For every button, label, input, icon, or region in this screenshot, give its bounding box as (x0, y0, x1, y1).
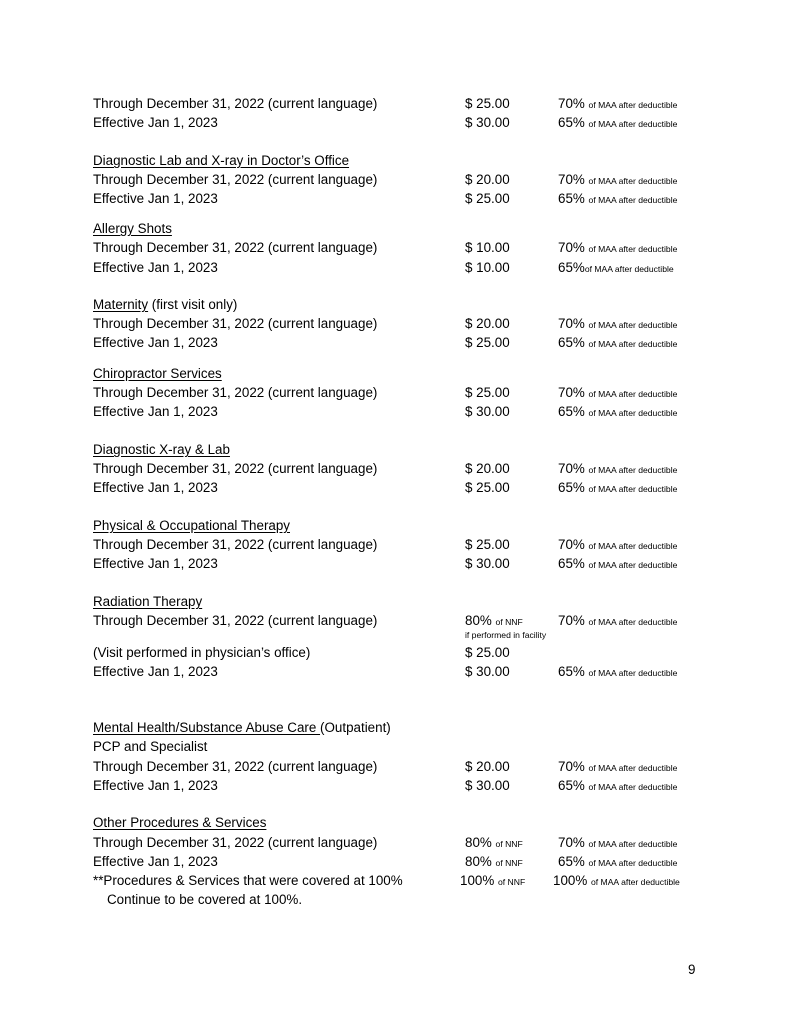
coinsurance-percent: 65% (558, 260, 585, 275)
coinsurance-percent: 65% (558, 854, 585, 869)
row-label: Through December 31, 2022 (current language) (93, 835, 378, 850)
copay-value: $ 25.00 (465, 96, 510, 111)
coinsurance-text: of MAA after deductible (584, 264, 674, 274)
section-title: Maternity (93, 297, 149, 312)
table-row (93, 113, 713, 132)
coinsurance-text: of MAA after deductible (588, 320, 678, 330)
coinsurance-text: of MAA after deductible (588, 484, 678, 494)
row-label: Effective Jan 1, 2023 (93, 480, 218, 495)
row-label: Effective Jan 1, 2023 (93, 260, 218, 275)
copay-value: $ 20.00 (465, 759, 510, 774)
coinsurance-cell (558, 757, 677, 778)
page-number: 9 (688, 962, 696, 977)
coinsurance-cell (558, 189, 677, 210)
coinsurance-cell (558, 314, 677, 335)
table-row (93, 611, 713, 630)
copay-value: $ 25.00 (465, 335, 510, 350)
row-label: Effective Jan 1, 2023 (93, 556, 218, 571)
coinsurance-text: of MAA after deductible (588, 560, 678, 570)
coinsurance-cell (558, 852, 677, 873)
row-label: Through December 31, 2022 (current language) (93, 316, 378, 331)
coinsurance-text: of MAA after deductible (588, 100, 678, 110)
footnote (93, 890, 713, 909)
copay-cell (460, 871, 525, 892)
coinsurance-percent: 100% (553, 873, 588, 888)
section-title: Mental Health/Substance Abuse Care (93, 720, 321, 735)
copay-value: $ 25.00 (465, 385, 510, 400)
row-label: Through December 31, 2022 (current language) (93, 759, 378, 774)
copay-value: $ 20.00 (465, 461, 510, 476)
row-label: Through December 31, 2022 (current language) (93, 172, 378, 187)
coinsurance-percent: 70% (558, 240, 585, 255)
section-heading (93, 295, 713, 314)
copay-percent: 80% (465, 835, 492, 850)
table-row (93, 459, 713, 478)
table-row (93, 535, 713, 554)
coinsurance-percent: 70% (558, 537, 585, 552)
table-row (93, 94, 713, 113)
coinsurance-cell (558, 333, 677, 354)
section-heading (93, 219, 713, 238)
copay-value: $ 10.00 (465, 260, 510, 275)
coinsurance-text: of MAA after deductible (588, 119, 678, 129)
coinsurance-cell (558, 402, 677, 423)
copay-value: $ 20.00 (465, 172, 510, 187)
table-row (93, 189, 713, 208)
coinsurance-cell (558, 238, 677, 259)
coinsurance-percent: 70% (558, 96, 585, 111)
coinsurance-cell (558, 459, 677, 480)
copay-value: $ 25.00 (465, 480, 510, 495)
section-heading (93, 440, 713, 459)
row-label: Effective Jan 1, 2023 (93, 191, 218, 206)
table-row (93, 238, 713, 257)
coinsurance-percent: 65% (558, 664, 585, 679)
row-label: **Procedures & Services that were covered at 100% (93, 873, 403, 888)
coinsurance-text: of MAA after deductible (588, 389, 678, 399)
row-label: Through December 31, 2022 (current language) (93, 385, 378, 400)
table-row (93, 478, 713, 497)
row-label: Effective Jan 1, 2023 (93, 664, 218, 679)
copay-unit: of NNF (495, 858, 523, 868)
coinsurance-cell (558, 94, 677, 115)
coinsurance-percent: 70% (558, 461, 585, 476)
table-row (93, 757, 713, 776)
table-row (93, 170, 713, 189)
copay-note: if performed in facility (465, 630, 547, 640)
coinsurance-text: of MAA after deductible (588, 858, 678, 868)
coinsurance-text: of MAA after deductible (588, 195, 678, 205)
section-title: Radiation Therapy (93, 594, 203, 609)
table-row (93, 314, 713, 333)
table-row (93, 662, 713, 681)
table-row (93, 402, 713, 421)
coinsurance-text: of MAA after deductible (590, 877, 680, 887)
section-heading (93, 364, 713, 383)
coinsurance-text: of MAA after deductible (588, 617, 678, 627)
coinsurance-percent: 65% (558, 404, 585, 419)
copay-value: $ 10.00 (465, 240, 510, 255)
table-row (93, 852, 713, 871)
row-label: (Visit performed in physician’s office) (93, 645, 311, 660)
section-title: Diagnostic Lab and X-ray in Doctor’s Office (93, 153, 350, 168)
table-row (93, 776, 713, 795)
copay-value: $ 25.00 (465, 537, 510, 552)
coinsurance-percent: 70% (558, 759, 585, 774)
copay-cell (465, 852, 523, 873)
section-title: Allergy Shots (93, 221, 172, 236)
row-label: Through December 31, 2022 (current language) (93, 96, 378, 111)
row-label: Effective Jan 1, 2023 (93, 115, 218, 130)
coinsurance-percent: 65% (558, 556, 585, 571)
row-label: Effective Jan 1, 2023 (93, 778, 218, 793)
section-title: Other Procedures & Services (93, 815, 267, 830)
copay-value: $ 30.00 (465, 664, 510, 679)
section-subheading (93, 737, 713, 756)
coinsurance-percent: 70% (558, 385, 585, 400)
table-row (93, 258, 713, 277)
copay-value: $ 25.00 (465, 191, 510, 206)
row-label: Effective Jan 1, 2023 (93, 854, 218, 869)
section-title-suffix: (Outpatient) (320, 720, 391, 735)
coinsurance-cell (558, 383, 677, 404)
coinsurance-percent: 65% (558, 191, 585, 206)
table-row (93, 554, 713, 573)
coinsurance-cell (553, 871, 680, 892)
coinsurance-cell (558, 170, 677, 191)
table-row (93, 333, 713, 352)
table-row (93, 643, 713, 662)
footnote-text: Continue to be covered at 100%. (107, 892, 303, 907)
coinsurance-percent: 65% (558, 480, 585, 495)
coinsurance-cell (558, 833, 677, 854)
coinsurance-cell (558, 535, 677, 556)
row-label: Through December 31, 2022 (current language) (93, 461, 378, 476)
coinsurance-percent: 70% (558, 613, 585, 628)
section-title: Diagnostic X-ray & Lab (93, 442, 230, 457)
coinsurance-cell (558, 776, 677, 797)
coinsurance-percent: 70% (558, 172, 585, 187)
coinsurance-text: of MAA after deductible (588, 339, 678, 349)
coinsurance-text: of MAA after deductible (588, 763, 678, 773)
copay-value: $ 20.00 (465, 316, 510, 331)
coinsurance-text: of MAA after deductible (588, 176, 678, 186)
coinsurance-text: of MAA after deductible (588, 244, 678, 254)
section-subtitle: PCP and Specialist (93, 739, 208, 754)
copay-cell (465, 611, 523, 632)
table-row (93, 383, 713, 402)
coinsurance-percent: 70% (558, 835, 585, 850)
table-row (93, 871, 713, 890)
row-label: Effective Jan 1, 2023 (93, 404, 218, 419)
copay-value: $ 30.00 (465, 115, 510, 130)
table-row (93, 833, 713, 852)
coinsurance-text: of MAA after deductible (588, 541, 678, 551)
copay-value: $ 30.00 (465, 556, 510, 571)
coinsurance-percent: 65% (558, 778, 585, 793)
copay-value: $ 30.00 (465, 778, 510, 793)
section-title: Physical & Occupational Therapy (93, 518, 290, 533)
section-heading (93, 592, 713, 611)
copay-value: $ 25.00 (465, 645, 510, 660)
copay-value: $ 30.00 (465, 404, 510, 419)
coinsurance-text: of MAA after deductible (588, 408, 678, 418)
coinsurance-text: of MAA after deductible (588, 839, 678, 849)
copay-cell (465, 833, 523, 854)
section-heading (93, 151, 713, 170)
coinsurance-cell (558, 258, 674, 279)
copay-percent: 100% (460, 873, 495, 888)
coinsurance-percent: 70% (558, 316, 585, 331)
coinsurance-cell (558, 662, 677, 683)
coinsurance-cell (558, 113, 677, 134)
coinsurance-text: of MAA after deductible (588, 465, 678, 475)
row-label: Through December 31, 2022 (current language) (93, 537, 378, 552)
section-heading (93, 718, 713, 737)
copay-percent: 80% (465, 613, 492, 628)
section-heading (93, 516, 713, 535)
row-label: Effective Jan 1, 2023 (93, 335, 218, 350)
section-heading (93, 813, 713, 832)
copay-unit: of NNF (497, 877, 526, 887)
coinsurance-text: of MAA after deductible (588, 668, 678, 678)
row-label: Through December 31, 2022 (current language) (93, 613, 378, 628)
coinsurance-percent: 65% (558, 115, 585, 130)
copay-percent: 80% (465, 854, 492, 869)
row-label: Through December 31, 2022 (current language) (93, 240, 378, 255)
copay-unit: of NNF (495, 617, 523, 627)
coinsurance-percent: 65% (558, 335, 585, 350)
coinsurance-cell (558, 554, 677, 575)
coinsurance-text: of MAA after deductible (588, 782, 678, 792)
section-title: Chiropractor Services (93, 366, 222, 381)
section-title-suffix: (first visit only) (148, 297, 238, 312)
copay-unit: of NNF (495, 839, 523, 849)
coinsurance-cell (558, 611, 677, 632)
coinsurance-cell (558, 478, 677, 499)
